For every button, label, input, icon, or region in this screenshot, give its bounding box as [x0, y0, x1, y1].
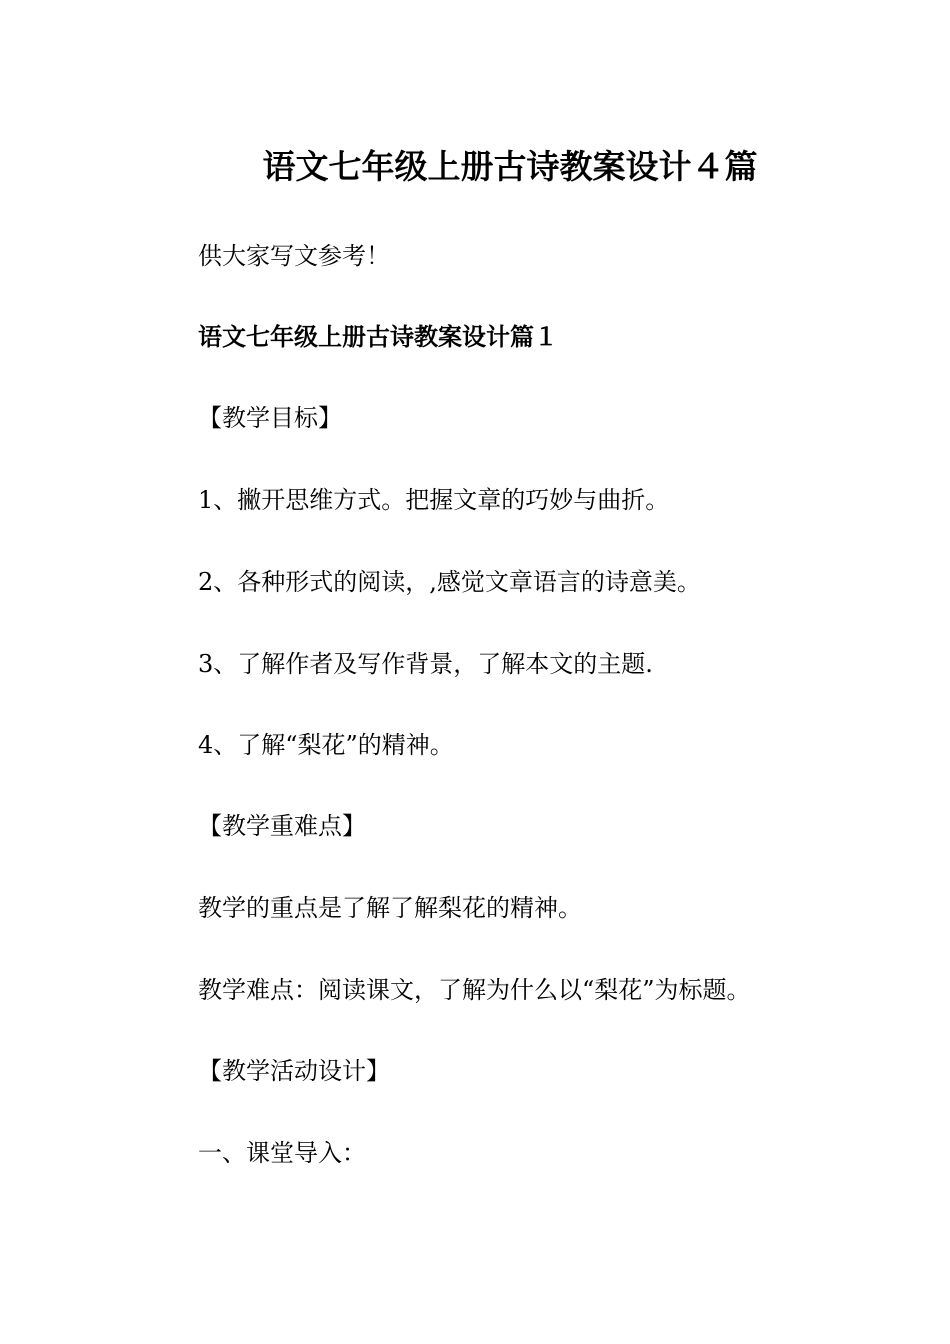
key-difficulties-heading: 【教学重难点】: [198, 812, 366, 840]
key-point-text: 教学的重点是了解了解梨花的精神。: [198, 894, 582, 922]
section-heading: 语文七年级上册古诗教案设计篇１: [198, 322, 558, 351]
objective-item-1: 1、撇开思维方式。把握文章的巧妙与曲折。: [198, 486, 670, 514]
teaching-objectives-heading: 【教学目标】: [198, 404, 342, 432]
lesson-intro-heading: 一、课堂导入：: [198, 1139, 366, 1167]
intro-text: 供大家写文参考！: [198, 242, 390, 270]
activity-design-heading: 【教学活动设计】: [198, 1057, 390, 1085]
difficulty-text: 教学难点：阅读课文，了解为什么以“梨花”为标题。: [198, 976, 751, 1004]
document-title: 语文七年级上册古诗教案设计４篇: [262, 147, 758, 186]
objective-item-2: 2、各种形式的阅读，,感觉文章语言的诗意美。: [198, 568, 701, 596]
objective-item-4: 4、了解“梨花”的精神。: [198, 731, 454, 759]
objective-item-3: 3、了解作者及写作背景，了解本文的主题.: [198, 650, 653, 678]
